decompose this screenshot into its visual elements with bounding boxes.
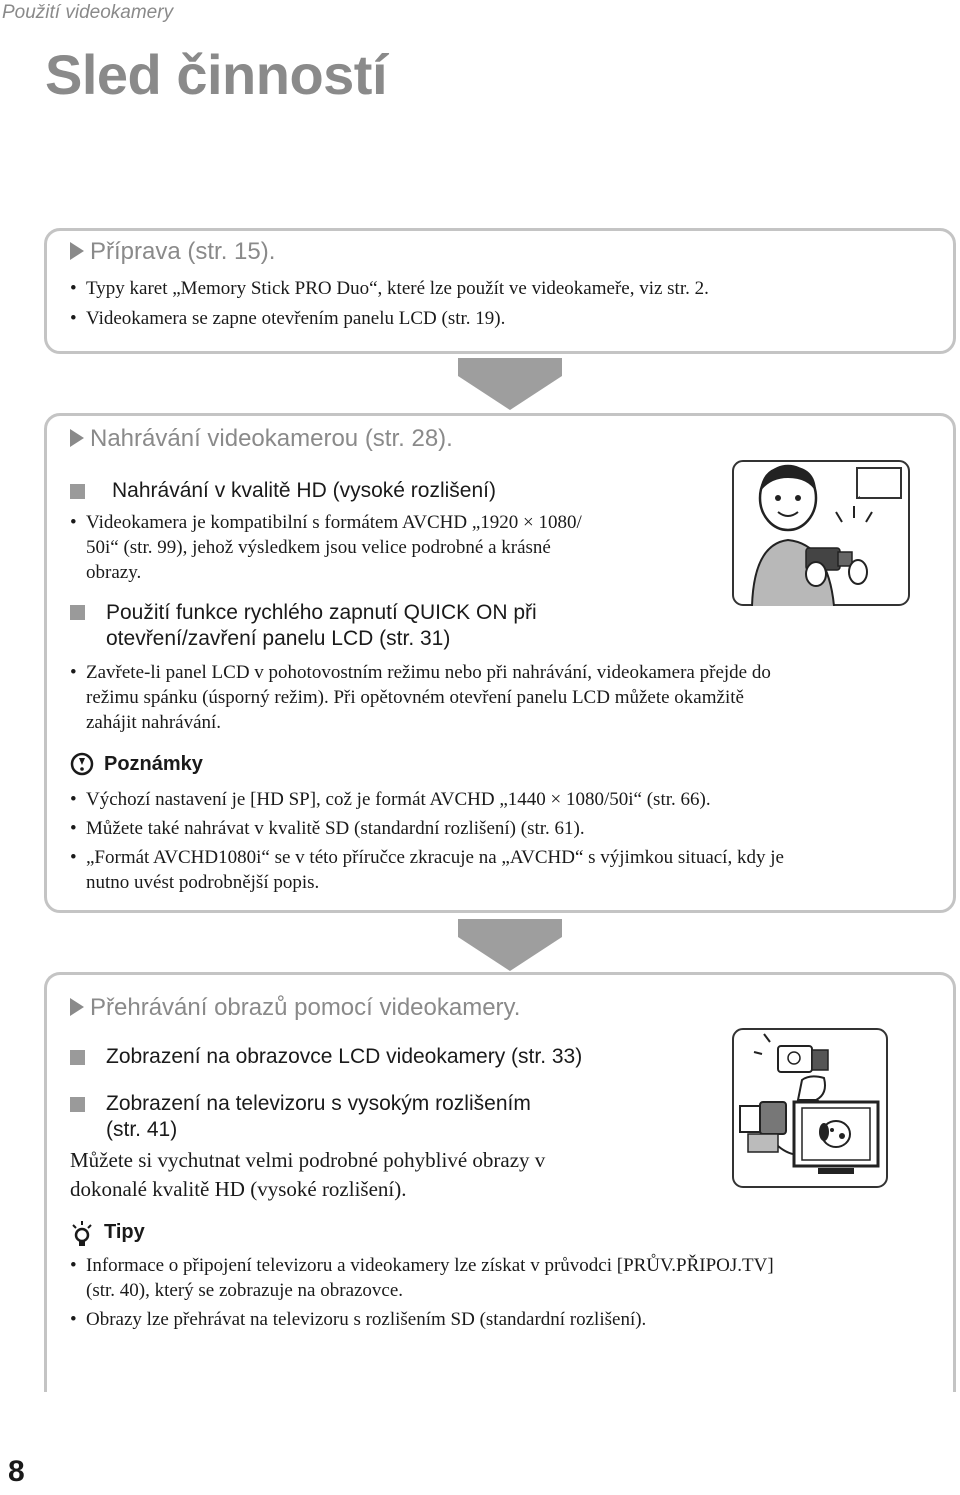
subheading-line: Zobrazení na televizoru s vysokým rozlišením (106, 1092, 531, 1115)
bullet-text: Videokamera se zapne otevřením panelu LCD (str. 19). (86, 308, 506, 329)
square-bullet-icon (70, 605, 85, 620)
playback-tv-illustration (732, 1028, 888, 1188)
bullet-text: Výchozí nastavení je [HD SP], což je formát AVCHD „1440 × 1080/50i“ (str. 66). (86, 789, 711, 810)
bullet-icon: • (70, 662, 77, 683)
bullet-text-line: Videokamera je kompatibilní s formátem AVCHD „1920 × 1080/ (86, 512, 582, 533)
bullet-icon: • (70, 1255, 77, 1276)
notes-heading: Poznámky (104, 753, 203, 775)
page-title: Sled činností (45, 43, 387, 106)
person-recording-illustration (732, 460, 910, 606)
bullet-icon: • (70, 308, 77, 329)
subheading-line: (str. 41) (106, 1118, 178, 1141)
list-item (70, 845, 940, 895)
step-heading-preparation[interactable] (70, 238, 275, 266)
step-heading-recording[interactable] (70, 425, 453, 453)
description-line: dokonalé kvalitě HD (vysoké rozlišení). (70, 1177, 407, 1201)
notes-icon (70, 752, 96, 778)
step-heading-text: Příprava (str. 15). (90, 238, 276, 265)
step-heading-playback[interactable] (70, 994, 520, 1022)
list-item (70, 1253, 940, 1303)
subheading-line: Použití funkce rychlého zapnutí QUICK ON při (106, 601, 537, 624)
list-item (70, 510, 730, 585)
bullet-icon: • (70, 818, 77, 839)
list-item (70, 1307, 940, 1332)
bullet-text-line: 50i“ (str. 99), jehož výsledkem jsou velice podrobné a krásné (86, 537, 551, 558)
subheading-line: otevření/zavření panelu LCD (str. 31) (106, 627, 451, 650)
list-item (70, 660, 940, 735)
triangle-right-icon (70, 998, 84, 1016)
square-bullet-icon (70, 484, 85, 499)
section-label: Použití videokamery (2, 2, 174, 23)
flow-arrow-down-icon (458, 358, 562, 410)
svg-text:¸: ¸ (858, 488, 861, 498)
bullet-text: Obrazy lze přehrávat na televizoru s rozlišením SD (standardní rozlišení). (86, 1309, 647, 1330)
bullet-text: Typy karet „Memory Stick PRO Duo“, které lze použít ve videokameře, viz str. 2. (86, 278, 709, 299)
subheading-lcd-view: Zobrazení na obrazovce LCD videokamery (str. 33) (106, 1045, 583, 1068)
playback-description (70, 1146, 720, 1204)
subheading-tv-view (106, 1091, 726, 1143)
bullet-text-line: zahájit nahrávání. (86, 712, 222, 733)
bullet-icon: • (70, 512, 77, 533)
tips-heading: Tipy (104, 1221, 145, 1243)
tips-icon (70, 1220, 96, 1248)
bullet-text-line: režimu spánku (úsporný režim). Při opětovném otevření panelu LCD můžete okamžitě (86, 687, 744, 708)
bullet-text-line: Zavřete-li panel LCD v pohotovostním režimu nebo při nahrávání, videokamera přejde do (86, 662, 771, 683)
bullet-text: Můžete také nahrávat v kvalitě SD (standardní rozlišení) (str. 61). (86, 818, 585, 839)
page-number: 8 (8, 1455, 25, 1488)
bullet-icon: • (70, 789, 77, 810)
bullet-text-line: „Formát AVCHD1080i“ se v této příručce zkracuje na „AVCHD“ s výjimkou situací, kdy je (86, 847, 784, 868)
bullet-text-line: obrazy. (86, 562, 142, 583)
bullet-icon: • (70, 1309, 77, 1330)
list-item (70, 787, 940, 812)
subheading-hd-recording: Nahrávání v kvalitě HD (vysoké rozlišení) (112, 479, 496, 502)
triangle-right-icon (70, 429, 84, 447)
step-heading-text: Přehrávání obrazů pomocí videokamery. (90, 994, 521, 1021)
list-item (70, 276, 930, 301)
bullet-text-line: Informace o připojení televizoru a videokamery lze získat v průvodci [PRŮV.PŘIPOJ.TV] (86, 1255, 774, 1276)
triangle-right-icon (70, 242, 84, 260)
bullet-text-line: (str. 40), který se zobrazuje na obrazovce. (86, 1280, 404, 1301)
step-heading-text: Nahrávání videokamerou (str. 28). (90, 425, 453, 452)
description-line: Můžete si vychutnat velmi podrobné pohyblivé obrazy v (70, 1148, 546, 1172)
flow-arrow-down-icon (458, 919, 562, 971)
subheading-quick-on (106, 600, 726, 652)
bullet-icon: • (70, 847, 77, 868)
bullet-icon: • (70, 278, 77, 299)
square-bullet-icon (70, 1050, 85, 1065)
bullet-text-line: nutno uvést podrobnější popis. (86, 872, 320, 893)
square-bullet-icon (70, 1097, 85, 1112)
list-item (70, 306, 930, 331)
list-item (70, 816, 940, 841)
